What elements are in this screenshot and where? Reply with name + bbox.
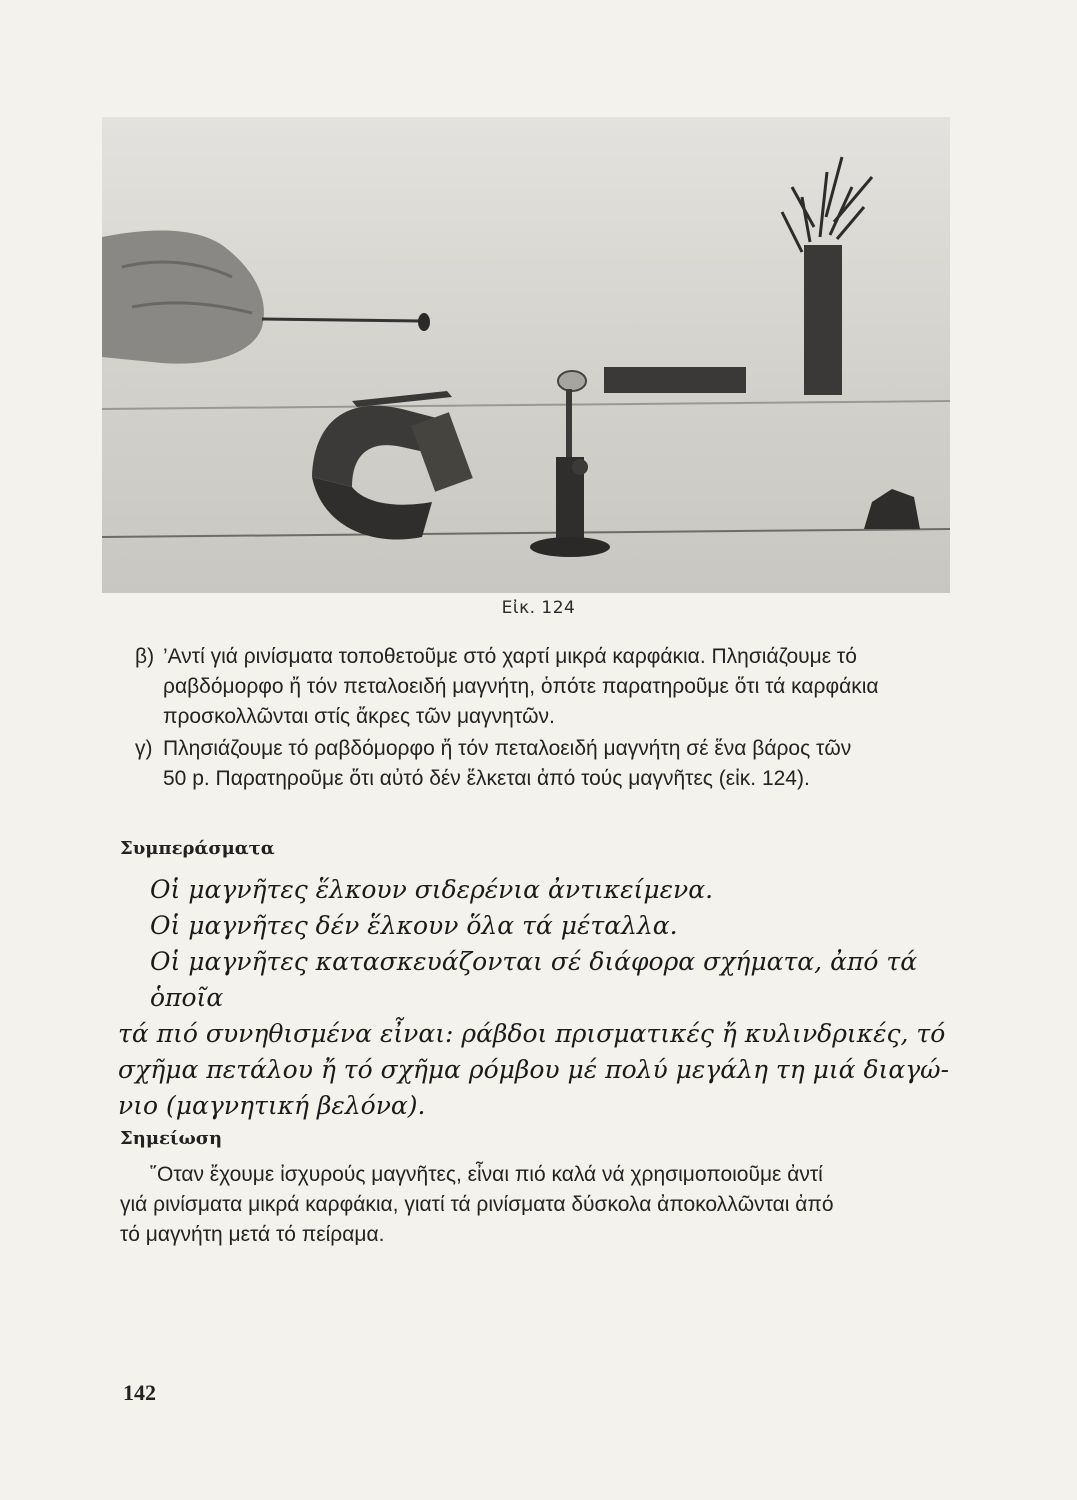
conclusion-line: Οἱ μαγνῆτες δέν ἕλκουν ὅλα τά μέταλλα. [150, 911, 678, 940]
conclusion-line: νιο (μαγνητική βελόνα). [118, 1091, 426, 1120]
note-line: ῞Οταν ἔχουμε ἰσχυρούς μαγνῆτες, εἶναι πιό καλά νά χρησιμοποιοῦμε ἀντί [150, 1163, 823, 1186]
paragraph-beta [135, 642, 963, 732]
note-line: γιά ρινίσματα μικρά καρφάκια, γιατί τά ρινίσματα δύσκολα ἀποκολλῶνται ἀπό [120, 1193, 834, 1216]
paragraph-line: ραβδόμορφο ἤ τόν πεταλοειδή μαγνήτη, ὁπότε παρατηροῦμε ὅτι τά καρφάκια [163, 675, 879, 698]
paragraph-line: προσκολλῶνται στίς ἄκρες τῶν μαγνητῶν. [163, 705, 555, 728]
note-heading: Σημείωση [120, 1128, 223, 1149]
conclusion-line: τά πιό συνηθισμένα εἶναι: ράβδοι πρισματικές ἤ κυλινδρικές, τό [118, 1019, 946, 1048]
paragraph-line: 50 p. Παρατηροῦμε ὅτι αὐτό δέν ἕλκεται ἀπό τούς μαγνῆτες (εἰκ. 124). [163, 767, 810, 790]
page-number: 142 [123, 1380, 156, 1405]
experiment-illustration [102, 117, 950, 593]
paragraph-line: Πλησιάζουμε τό ραβδόμορφο ἤ τόν πεταλοειδή μαγνήτη σέ ἕνα βάρος τῶν [163, 737, 852, 760]
conclusion-line: Οἱ μαγνῆτες κατασκευάζονται σέ διάφορα σχήματα, ἀπό τά ὁποῖα [150, 947, 918, 1012]
paragraph-gamma [135, 734, 963, 794]
figure-caption: Εἰκ. 124 [501, 598, 576, 618]
figure-photo [102, 117, 950, 593]
note-paragraph [120, 1160, 960, 1250]
paragraph-marker: γ) [135, 737, 153, 760]
conclusion-line: σχῆμα πετάλου ἤ τό σχῆμα ρόμβου μέ πολύ μεγάλη τη μιά διαγώ- [118, 1055, 950, 1084]
conclusions-shapes [118, 944, 958, 1124]
paragraph-marker: β) [135, 645, 155, 668]
conclusion-line: Οἱ μαγνῆτες ἕλκουν σιδερένια ἀντικείμενα. [150, 875, 714, 904]
conclusions-block [150, 872, 950, 944]
bar-magnet [604, 367, 746, 393]
paragraph-line: ’Αντί γιά ρινίσματα τοποθετοῦμε στό χαρτί μικρά καρφάκια. Πλησιάζουμε τό [163, 645, 857, 668]
conclusions-heading: Συμπεράσματα [120, 838, 275, 859]
note-line: τό μαγνήτη μετά τό πείραμα. [120, 1223, 385, 1246]
